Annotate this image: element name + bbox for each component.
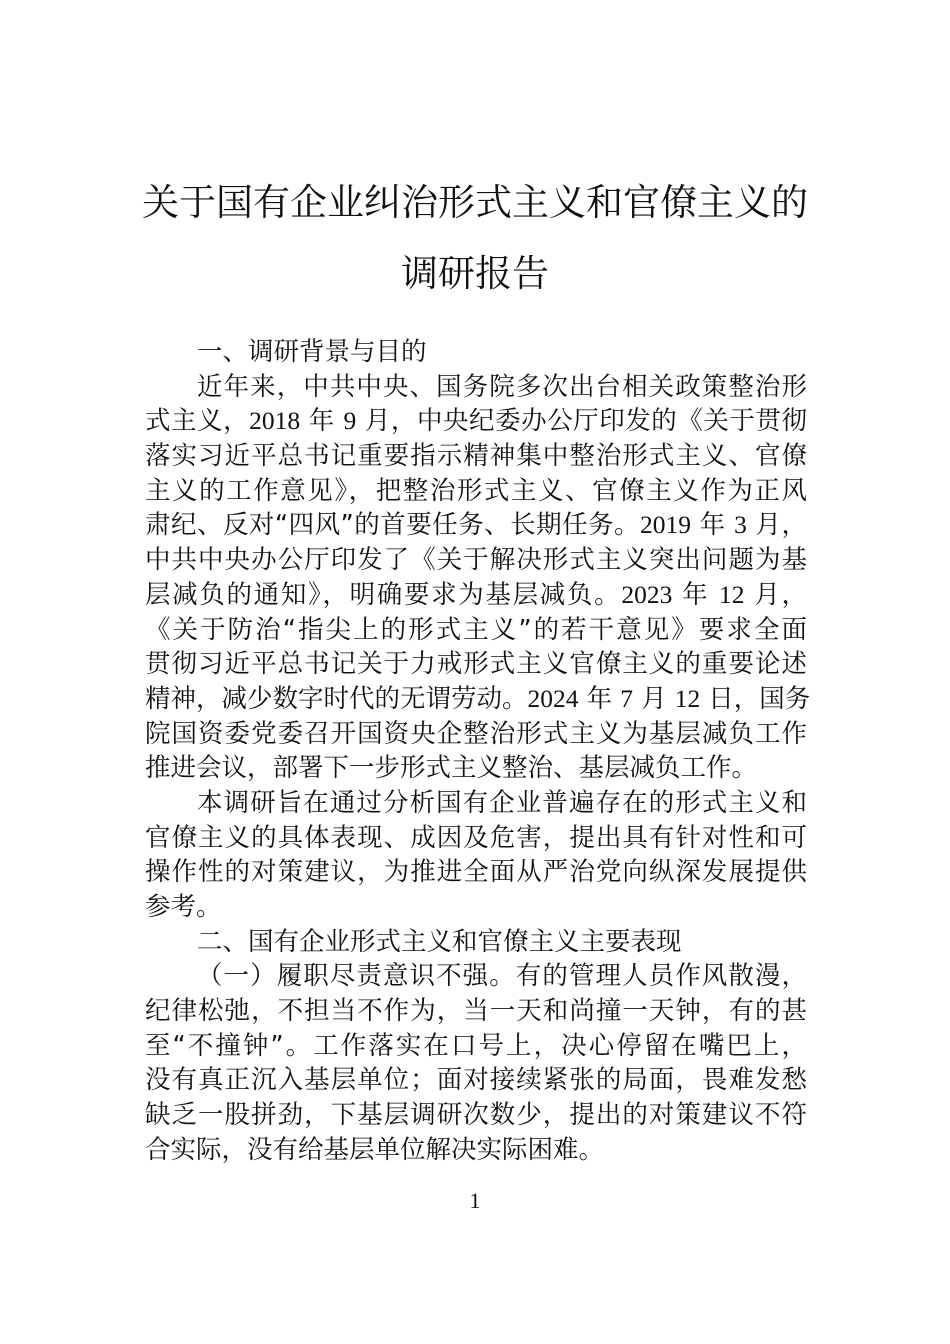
- number-text: 2023: [621, 579, 673, 609]
- paragraph-line: 肃纪、反对“四风”的首要任务、长期任务。2019 年 3 月，: [145, 510, 807, 541]
- paragraph-line: 层减负的通知》，明确要求为基层减负。2023 年 12 月，: [145, 579, 807, 610]
- document-body: [145, 335, 811, 1168]
- number-text: 12: [719, 579, 745, 609]
- document-title-line-1: 关于国有企业纠治形式主义和官僚主义的: [142, 181, 808, 224]
- paragraph-line: 落实习近平总书记重要指示精神集中整治形式主义、官僚: [145, 441, 807, 472]
- paragraph-line: 本调研旨在通过分析国有企业普遍存在的形式主义和: [197, 787, 807, 818]
- number-text: 2019: [640, 510, 692, 540]
- number-text: 9: [343, 406, 357, 436]
- paragraph-line: 纪律松弛，不担当不作为，当一天和尚撞一天钟，有的甚: [145, 996, 807, 1027]
- paragraph-line: 主义的工作意见》，把整治形式主义、官僚主义作为正风: [145, 475, 807, 506]
- paragraph-line: 精神，减少数字时代的无谓劳动。2024 年 7 月 12 日，国务: [145, 683, 811, 714]
- document-title-line-2: 调研报告: [401, 252, 549, 295]
- number-text: 7: [620, 683, 633, 713]
- paragraph-line: 式主义，2018 年 9 月，中央纪委办公厅印发的《关于贯彻: [145, 406, 807, 437]
- section-heading: 二、国有企业形式主义和官僚主义主要表现: [197, 926, 682, 957]
- paragraph-line: 没有真正沉入基层单位；面对接续紧张的局面，畏难发愁: [145, 1065, 807, 1096]
- number-text: 2018: [249, 406, 301, 436]
- paragraph-line: 至“不撞钟”。工作落实在口号上，决心停留在嘴巴上，: [145, 1030, 807, 1061]
- paragraph-line: 推进会议，部署下一步形式主义整治、基层减负工作。: [145, 753, 758, 784]
- paragraph-line: 近年来，中共中央、国务院多次出台相关政策整治形: [197, 371, 807, 402]
- section-heading: 一、调研背景与目的: [197, 337, 427, 367]
- paragraph-line: 院国资委党委召开国资央企整治形式主义为基层减负工作: [145, 718, 807, 749]
- paragraph-line: （一）履职尽责意识不强。有的管理人员作风散漫，: [197, 961, 807, 992]
- paragraph-line: 《关于防治“指尖上的形式主义”的若干意见》要求全面: [145, 614, 807, 645]
- paragraph-line: 官僚主义的具体表现、成因及危害，提出具有针对性和可: [145, 822, 807, 853]
- paragraph-line: 缺乏一股拼劲，下基层调研次数少，提出的对策建议不符: [145, 1100, 807, 1131]
- paragraph-line: 参考。: [145, 892, 222, 922]
- number-text: 3: [734, 510, 747, 540]
- page-number: 1: [469, 1188, 481, 1213]
- paragraph-line: 中共中央办公厅印发了《关于解决形式主义突出问题为基: [145, 545, 807, 576]
- number-text: 12: [674, 683, 701, 713]
- paragraph-line: 贯彻习近平总书记关于力戒形式主义官僚主义的重要论述: [145, 649, 807, 680]
- paragraph-line: 操作性的对策建议，为推进全面从严治党向纵深发展提供: [145, 857, 807, 888]
- paragraph-line: 合实际，没有给基层单位解决实际困难。: [145, 1134, 605, 1165]
- number-text: 2024: [527, 683, 579, 713]
